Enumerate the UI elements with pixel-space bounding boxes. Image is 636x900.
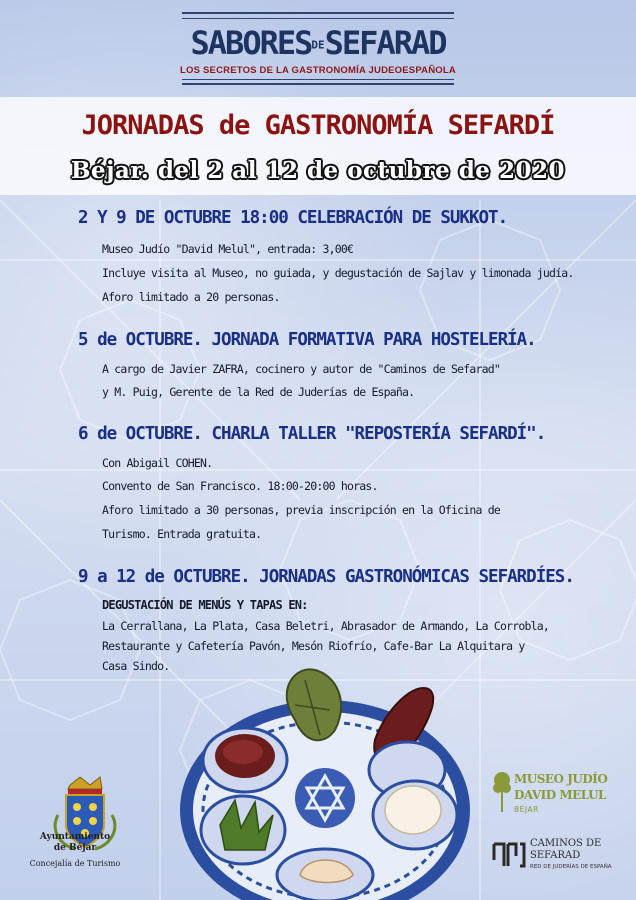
coat-of-arms-icon [30, 755, 140, 875]
brand-rule [182, 83, 454, 85]
ayuntamiento-line1: Ayuntamiento [39, 832, 111, 842]
event-heading: 6 de OCTUBRE. CHARLA TALLER "REPOSTERÍA SEFARDÍ". [78, 424, 546, 444]
tree-icon [492, 770, 512, 814]
brand-name [0, 24, 636, 62]
concejalia-label: Concejalía de Turismo [29, 859, 121, 868]
event-line: Con Abigail COHEN. [102, 456, 213, 470]
event-heading: 9 a 12 de OCTUBRE. JORNADAS GASTRONÓMICAS SEFARDÍES. [78, 567, 574, 587]
event-line: Turismo. Entrada gratuita. [102, 527, 262, 541]
event-line: La Cerrallana, La Plata, Casa Beletri, Abrasador de Armando, La Corrobla, [102, 619, 550, 633]
brand-name-right: SEFARAD [324, 24, 446, 62]
event-line: Incluye visita al Museo, no guiada, y degustación de Sajlav y limonada judía. [102, 266, 574, 280]
event-line: y M. Puig, Gerente de la Red de Juderías de España. [102, 385, 415, 399]
page-title: JORNADAS de GASTRONOMÍA SEFARDÍ [81, 110, 555, 141]
event-heading: 5 de OCTUBRE. JORNADA FORMATIVA PARA HOSTELERÍA. [78, 330, 536, 350]
caminos-logo [492, 836, 632, 876]
event-line: Restaurante y Cafetería Pavón, Mesón Riofrío, Cafe-Bar La Alquitara y [102, 639, 525, 653]
museo-line3: BÉJAR [514, 805, 539, 814]
brand-logo [0, 10, 636, 94]
ayuntamiento-line2: de Béjar [53, 843, 97, 853]
event-heading: 2 Y 9 DE OCTUBRE 18:00 CELEBRACIÓN DE SUKKOT. [78, 208, 508, 228]
brand-name-connector: DE [311, 38, 325, 52]
event-line: Aforo limitado a 30 personas, previa inscripción en la Oficina de [102, 503, 501, 517]
brand-rule [182, 18, 454, 19]
event-line: Museo Judío "David Melul", entrada: 3,00€ [102, 242, 354, 256]
page-subtitle: Béjar. del 2 al 12 de octubre de 2020 [71, 157, 565, 184]
event-line: Convento de San Francisco. 18:00-20:00 horas. [102, 479, 378, 493]
event-line: Aforo limitado a 20 personas. [102, 290, 280, 304]
seder-plate-illustration [175, 660, 475, 900]
ayuntamiento-label [20, 832, 130, 854]
caminos-line1: CAMINOS DE [530, 838, 602, 849]
museo-logo [492, 768, 632, 820]
brand-rule [182, 79, 454, 80]
event-line: Casa Sindo. [102, 659, 170, 673]
museo-line2: DAVID MELUL [514, 788, 606, 802]
brand-tagline: LOS SECRETOS DE LA GASTRONOMÍA JUDEOESPAÑOLA [180, 65, 456, 76]
caminos-line3: RED DE JUDERÍAS DE ESPAÑA [530, 864, 612, 870]
event-line: DEGUSTACIÓN DE MENÚS Y TAPAS EN: [102, 598, 308, 612]
caminos-line2: SEFARAD [530, 850, 581, 861]
brand-rule [182, 12, 454, 14]
event-line: A cargo de Javier ZAFRA, cocinero y autor de "Caminos de Sefarad" [102, 362, 501, 376]
brand-name-left: SABORES [190, 24, 312, 62]
museo-line1: MUSEO JUDÍO [514, 772, 608, 786]
hebrew-letters-icon [492, 840, 526, 870]
